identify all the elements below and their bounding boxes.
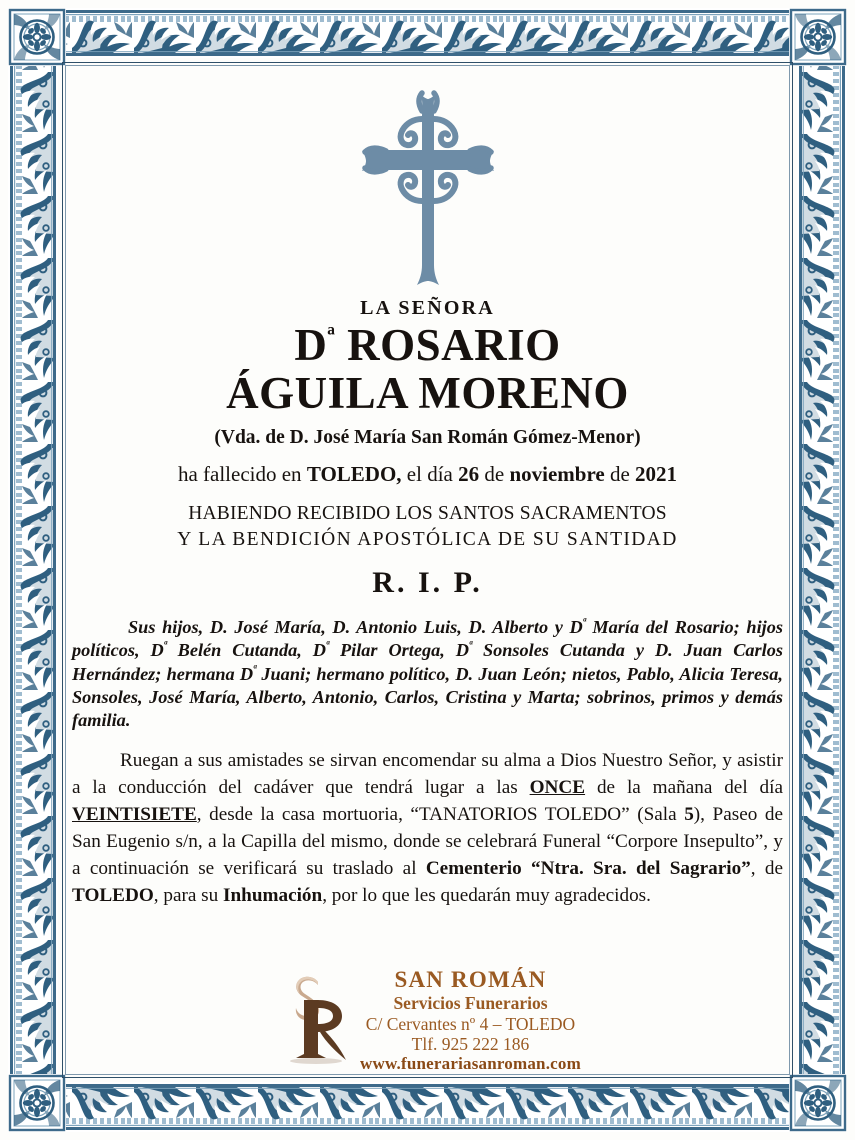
company-address: C/ Cervantes nº 4 – TOLEDO — [365, 1013, 576, 1034]
rip-label: R. I. P. — [372, 566, 483, 600]
death-month: noviembre — [509, 462, 605, 487]
widow-of-line: (Vda. de D. José María San Román Gómez-Menor) — [214, 427, 641, 449]
sacraments-line-1: HABIENDO RECIBIDO LOS SANTOS SACRAMENTOS — [188, 503, 667, 525]
death-day: 26 — [458, 462, 480, 487]
sr-monogram-icon — [274, 972, 356, 1068]
burial-act: Inhumación — [223, 884, 323, 906]
notice-content — [70, 72, 785, 1076]
sacraments-text — [70, 501, 785, 552]
deceased-name-line2: ÁGUILA MORENO — [226, 367, 629, 418]
ordinal-superscript: ª — [326, 640, 330, 653]
ordinal-superscript: ª — [253, 663, 257, 676]
funeral-home-info — [360, 967, 581, 1074]
burial-city: TOLEDO — [72, 884, 154, 906]
cemetery-name: Cementerio “Ntra. Sra. del Sagrario” — [425, 857, 751, 879]
ornate-cross-icon — [70, 86, 785, 291]
death-place: TOLEDO, — [306, 462, 402, 487]
deceased-name — [70, 322, 785, 417]
family-list: Sus hijos, D. José María, D. Antonio Luis, D. Alberto y $D^ª$ María del Rosario; hijos políticos, $D^ª$ Belén Cutanda, $D^ª$ Pilar Ortega, $D^ª$ Sonsoles Cutanda y D. Juan Carlos Hernández; hermana $D^ª$ Juani; hermano político, D. Juan León; nietos, Pablo, Alicia Teresa, Sonsoles, José María, Alberto, Antonio, Carlos, Cristina y Marta; sobrinos, primos y demás familia. — [72, 616, 783, 730]
ordinal-superscript: ª — [163, 640, 167, 653]
company-phone: Tlf. 925 222 186 — [411, 1033, 530, 1054]
sacraments-line-2: Y LA BENDICIÓN APOSTÓLICA DE SU SANTIDAD — [177, 528, 678, 550]
deceased-name-line1: $D^ª$ ROSARIO — [294, 320, 561, 370]
funeral-details-paragraph: Ruegan a sus amistades se sirvan encomendar su alma a Dios Nuestro Señor, y asistir a la conducción del cadáver que tendrá lugar a las ONCE de la mañana del día VEINTISIETE, desde la casa mortuoria, “TANATORIOS TOLEDO” (Sala 5), Paseo de San Eugenio s/n, a la Capilla del mismo, donde se celebrará Funeral “Corpore Insepulto”, y a continuación se verificará su traslado al Cementerio “Ntra. Sra. del Sagrario”, de TOLEDO, para su Inhumación, por lo que les quedarán muy agradecidos. — [72, 750, 783, 906]
funeral-day: VEINTISIETE — [72, 803, 197, 825]
ordinal-superscript: ª — [582, 616, 586, 629]
honorific-label: LA SEÑORA — [360, 297, 495, 319]
company-tagline: Servicios Funerarios — [393, 993, 548, 1014]
death-announcement: ha fallecido en TOLEDO, el día 26 de noviembre de 2021 — [177, 462, 678, 487]
company-name: SAN ROMÁN — [394, 966, 547, 992]
company-website[interactable]: www.funerariasanroman.com — [360, 1054, 581, 1074]
funeral-time: ONCE — [529, 777, 586, 799]
funeral-home-footer — [70, 967, 785, 1074]
ordinal-superscript: ª — [327, 323, 336, 350]
ordinal-superscript: ª — [468, 640, 472, 653]
death-year: 2021 — [635, 462, 678, 487]
room-number: 5 — [684, 803, 694, 825]
